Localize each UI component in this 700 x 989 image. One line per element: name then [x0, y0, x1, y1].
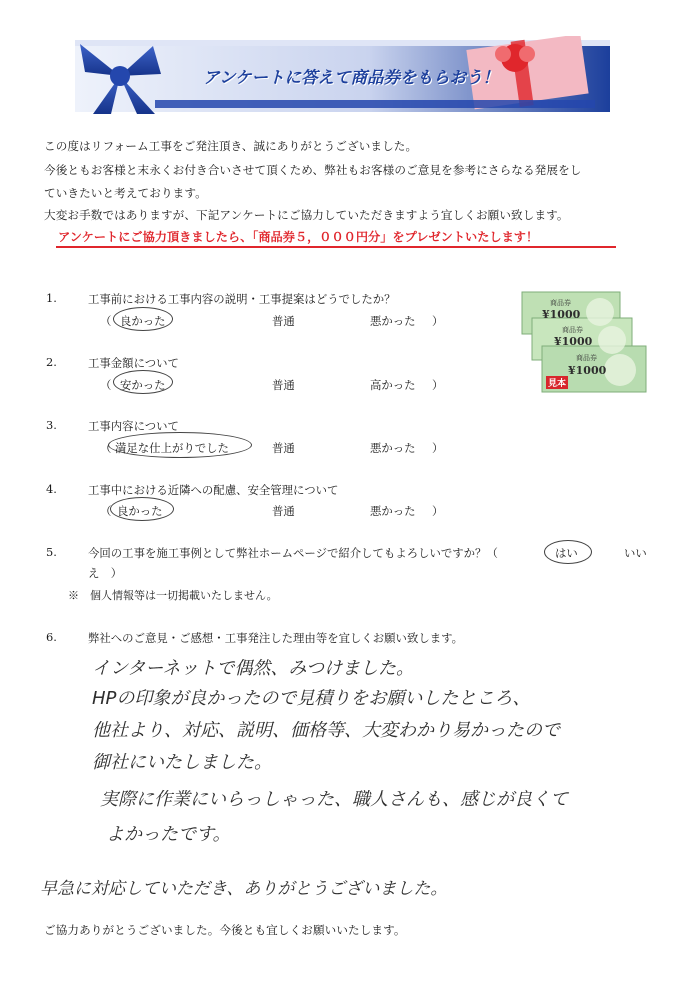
question-2-option-normal[interactable]: 普通: [272, 378, 295, 392]
question-2-open: （: [100, 378, 112, 392]
highlight-underline: [56, 246, 616, 248]
handwritten-answer-line-2: HPの印象が良かったので見積りをお願いしたところ、: [92, 688, 531, 709]
question-1-close: ）: [432, 314, 444, 328]
ticket-amount-1: ¥1000: [542, 308, 581, 321]
question-2-close: ）: [432, 378, 444, 392]
question-4-close: ）: [432, 504, 444, 518]
question-2-option-expensive[interactable]: 高かった: [370, 378, 416, 392]
ticket-label-1: 商品券: [550, 299, 571, 307]
question-1-number: 1.: [46, 291, 57, 305]
handwritten-answer-line-5: 実際に作業にいらっしゃった、職人さんも、感じが良くて: [100, 789, 568, 810]
question-5-option-no-cont: え ）: [88, 566, 123, 580]
question-3-text: 工事内容について: [88, 419, 179, 433]
question-3-option-normal[interactable]: 普通: [272, 441, 295, 455]
question-5-option-no[interactable]: いい: [624, 546, 647, 560]
handwritten-answer-line-4: 御社にいたしました。: [92, 752, 272, 773]
question-1-open: （: [100, 314, 112, 328]
question-4-number: 4.: [46, 482, 57, 496]
campaign-highlight: アンケートにご協力頂きましたら、「商品券５，０００円分」をプレゼントいたします！: [58, 230, 539, 244]
question-5-option-yes[interactable]: はい: [555, 546, 578, 560]
intro-line-3: ていきたいと考えております。: [44, 186, 207, 200]
question-4-option-bad[interactable]: 悪かった: [370, 504, 416, 518]
question-1-option-good[interactable]: 良かった: [120, 314, 166, 328]
question-5-number: 5.: [46, 545, 57, 559]
header-banner: [75, 36, 610, 116]
question-3-open: （: [100, 441, 112, 455]
question-5-privacy-note: ※ 個人情報等は一切掲載いたしません。: [68, 589, 278, 602]
question-4-open: （: [100, 504, 112, 518]
question-4-text: 工事中における近隣への配慮、安全管理について: [88, 483, 339, 497]
question-5-text: 今回の工事を施工事例として弊社ホームページで紹介してもよろしいですか？（: [88, 546, 498, 560]
question-1-text: 工事前における工事内容の説明・工事提案はどうでしたか？: [88, 292, 396, 306]
intro-line-1: この度はリフォーム工事をご発注頂き、誠にありがとうございました。: [44, 139, 418, 153]
banner-title: アンケートに答えて商品券をもらおう！: [203, 68, 500, 87]
ticket-label-2: 商品券: [562, 326, 583, 334]
footer-thanks: ご協力ありがとうございました。今後とも宜しくお願いいたします。: [44, 923, 406, 937]
ticket-amount-2: ¥1000: [554, 335, 593, 348]
question-4-option-normal[interactable]: 普通: [272, 504, 295, 518]
question-2-option-cheap[interactable]: 安かった: [120, 378, 166, 392]
question-3-number: 3.: [46, 418, 57, 432]
question-6-number: 6.: [46, 630, 57, 644]
handwritten-extra-comment: 早急に対応していただき、ありがとうございました。: [40, 879, 448, 899]
handwritten-answer-line-6: よかったです。: [106, 824, 231, 845]
handwritten-answer-line-1: インターネットで偶然、みつけました。: [92, 658, 415, 679]
gift-certificate-image: [520, 290, 648, 396]
question-4-option-good[interactable]: 良かった: [117, 504, 163, 518]
question-1-option-normal[interactable]: 普通: [272, 314, 295, 328]
handwritten-answer-line-3: 他社より、対応、説明、価格等、大変わかり易かったので: [92, 720, 560, 741]
question-6-text: 弊社へのご意見・ご感想・工事発注した理由等を宜しくお願い致します。: [88, 631, 463, 645]
question-2-text: 工事金額について: [88, 356, 179, 370]
question-2-number: 2.: [46, 355, 57, 369]
ticket-amount-3: ¥1000: [568, 364, 607, 377]
intro-line-4: 大変お手数ではありますが、下記アンケートにご協力していただきますよう宜しくお願い致します。: [44, 208, 569, 222]
question-3-close: ）: [432, 441, 444, 455]
ticket-label-3: 商品券: [576, 354, 597, 362]
ticket-sample-stamp: 見本: [546, 376, 568, 389]
question-3-option-satisfied[interactable]: 満足な仕上がりでした: [115, 441, 229, 455]
question-3-option-bad[interactable]: 悪かった: [370, 441, 416, 455]
intro-line-2: 今後ともお客様と末永くお付き合いさせて頂くため、弊社もお客様のご意見を参考にさらなる発展をし: [44, 163, 582, 177]
question-1-option-bad[interactable]: 悪かった: [370, 314, 416, 328]
